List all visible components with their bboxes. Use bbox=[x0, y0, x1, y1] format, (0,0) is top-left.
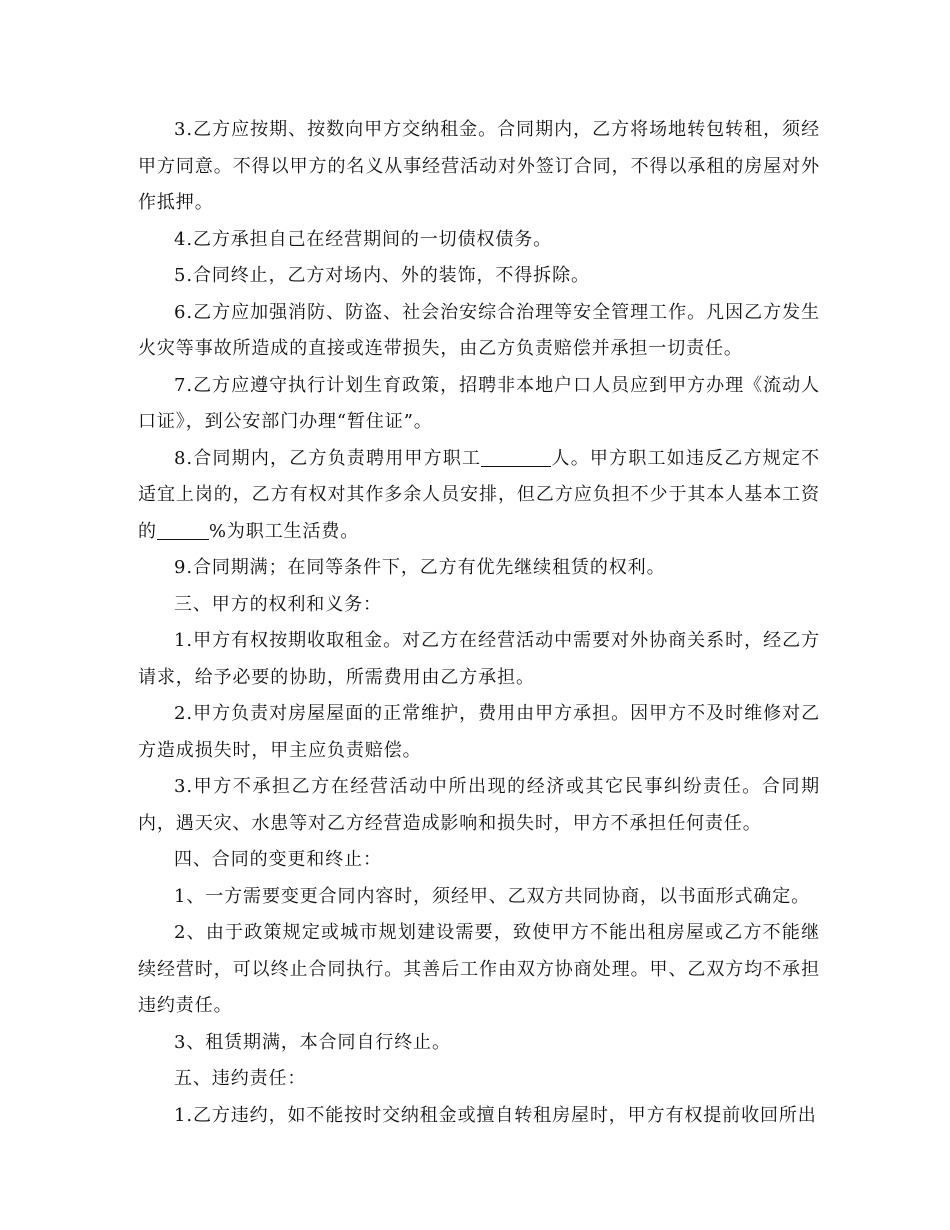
clause-c2: 2.甲方负责对房屋屋面的正常维护，费用由甲方承担。因甲方不及时维修对乙方造成损失时，甲主应负责赔偿。 bbox=[138, 703, 820, 761]
clause-c1: 1.甲方有权按期收取租金。对乙方在经营活动中需要对外协商关系时，经乙方请求，给予必要的协助，所需费用由乙方承担。 bbox=[138, 630, 820, 688]
clause-e1: 1.乙方违约，如不能按时交纳租金或擅自转租房屋时，甲方有权提前收回所出 bbox=[174, 1104, 817, 1126]
clause-b7: 7.乙方应遵守执行计划生育政策，招聘非本地户口人员应到甲方办理《流动人口证》，到公安部门办理“暂住证”。 bbox=[138, 374, 820, 432]
clause-b8-part1: 8.合同期内，乙方负责聘用甲方职工 bbox=[174, 447, 482, 469]
staff-count-blank bbox=[481, 446, 551, 467]
contract-body bbox=[138, 112, 820, 1134]
clause-c3: 3.甲方不承担乙方在经营活动中所出现的经济或其它民事纠纷责任。合同期内，遇天灾、水患等对乙方经营造成影响和损失时，甲方不承担任何责任。 bbox=[138, 776, 820, 834]
clause-b8-part2: 人。甲方职工如违反乙方规定不适宜上岗的，乙方有权对其作多余人员安排，但乙方应负担不少于其本人基本工资的 bbox=[138, 447, 820, 542]
clause-b8-part3: %为职工生活费。 bbox=[208, 520, 360, 542]
section-heading-3: 三、甲方的权利和义务： bbox=[174, 593, 382, 615]
clause-b3: 3.乙方应按期、按数向甲方交纳租金。合同期内，乙方将场地转包转租，须经甲方同意。不得以甲方的名义从事经营活动对外签订合同，不得以承租的房屋对外作抵押。 bbox=[138, 119, 820, 213]
clause-b5: 5.合同终止，乙方对场内、外的装饰，不得拆除。 bbox=[174, 265, 590, 286]
clause-d1: 1、一方需要变更合同内容时，须经甲、乙双方共同协商，以书面形式确定。 bbox=[174, 885, 811, 907]
clause-b4: 4.乙方承担自己在经营期间的一切债权债务。 bbox=[174, 228, 553, 250]
clause-b9: 9.合同期满；在同等条件下，乙方有优先继续租赁的权利。 bbox=[174, 557, 666, 578]
clause-b6: 6.乙方应加强消防、防盗、社会治安综合治理等安全管理工作。凡因乙方发生火灾等事故所造成的直接或连带损失，由乙方负责赔偿并承担一切责任。 bbox=[138, 301, 820, 359]
clause-d3: 3、租赁期满，本合同自行终止。 bbox=[174, 1031, 451, 1053]
percentage-blank bbox=[157, 519, 209, 540]
section-heading-4: 四、合同的变更和终止： bbox=[174, 849, 382, 870]
section-heading-5: 五、违约责任： bbox=[174, 1068, 307, 1089]
clause-b8 bbox=[138, 441, 820, 551]
clause-d2: 2、由于政策规定或城市规划建设需要，致使甲方不能出租房屋或乙方不能继续经营时，可以终止合同执行。其善后工作由双方协商处理。甲、乙双方均不承担违约责任。 bbox=[138, 922, 820, 1016]
